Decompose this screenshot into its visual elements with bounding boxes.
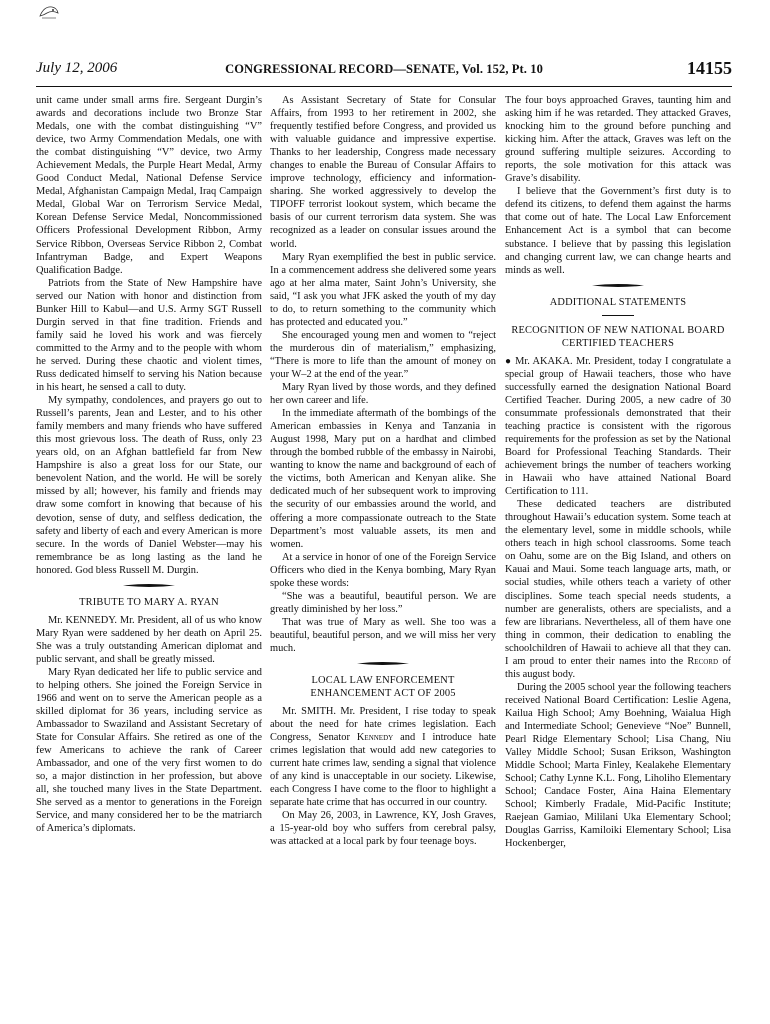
section-divider-ornament xyxy=(123,583,175,588)
paragraph: That was true of Mary as well. She too was a beautiful, beautiful person, and we will miss her very much. xyxy=(270,616,496,654)
paragraph: Mr. KENNEDY. Mr. President, all of us who know Mary Ryan were saddened by her death on April 25. She was a truly outstanding American diplomat and public servant, and shall be greatly missed. xyxy=(36,614,262,665)
paragraph: On May 26, 2003, in Lawrence, KY, Josh Graves, a 15-year-old boy who suffers from cerebral palsy, was attacked at a local park by four teenage boys. xyxy=(270,810,496,848)
section-divider-ornament xyxy=(357,661,409,666)
paragraph xyxy=(505,498,731,681)
header-title: CONGRESSIONAL RECORD—SENATE, Vol. 152, Pt. 10 xyxy=(225,62,543,76)
paragraph: During the 2005 school year the following teachers received National Board Certification: Leslie Agena, Kailua High School; Amy Boehning, Waialua High and Intermediate School; Genevieve “Noe” Bunnell, Pearl Ridge Elementary School; Lisa Chang, Niu Valley Middle School; Susan Erikson, Washington Middle School; Marta Finley, Kealakehe Elementary School; Cathy Lynne K.L. Fong, Liholiho Elementary School; Candace Foster, Aina Haina Elementary School; Kimberly Fradale, Mid-Pacific Institute; Raejean Gamiao, Mililani Uka Elementary School; Douglas Garriss, Kamiloiki Elementary School; Lisa Hockenberger, xyxy=(505,681,731,850)
record-word: Record xyxy=(687,655,719,667)
paragraph: As Assistant Secretary of State for Consular Affairs, from 1993 to her retirement in 2002, she frequently testified before Congress, and provided us with valuable guidance and impressive expertise. Thanks to her leadership, Congress made necessary changes to enable the Bureau of Consular Affairs to improve technology, efficiency and information-sharing. She worked aggressively to develop the TIPOFF terrorist lookout system, which became the basis of our current terrorism data system. She was recognized as a leader on consular issues around the world. xyxy=(270,95,496,250)
paragraph: Patriots from the State of New Hampshire have served our Nation with honor and distinction from Bunker Hill to Kabul—and U.S. Army SGT Russell Durgin served in that fine tradition. Friends and family said he loved his work and was fiercely committed to the Army and to the people with whom he served. During these chaotic and violent times, Russ dedicated himself to serving his Nation because in his heart, he sensed a call to duty. xyxy=(36,277,262,394)
paragraph: She encouraged young men and women to “reject the murderous din of materialism,” emphasizing, “There is more to life than the amount of money on your W–2 at the end of the year.” xyxy=(270,329,496,380)
paragraph: At a service in honor of one of the Foreign Service Officers who died in the Kenya bombing, Mary Ryan spoke these words: xyxy=(270,551,496,589)
column-3 xyxy=(505,94,731,850)
section-divider-ornament xyxy=(592,283,644,288)
text-run: These dedicated teachers are distributed throughout Hawaii’s education system. Some teach at the elementary level, some in middle schools, while others teach in high school classrooms. Some teach on Oahu, some are on the Big Island, and others on Kauai and Maui. Some teach language arts, math, or social studies, while others teach a variety of other disciplines. Some teach special needs students, a number are generalists, others are specialists, and a few are librarians. Nevertheless, all of them have one thing in common, their dedication to enabling the schoolchildren of Hawaii to achieve all that they can. I am proud to enter their names into the xyxy=(505,499,731,667)
page-header xyxy=(36,56,732,87)
paragraph: In the immediate aftermath of the bombings of the American embassies in Kenya and Tanzania in August 1998, Mary put on a hardhat and climbed through the bombed rubble of the embassy in Nairobi, wanting to know the name and background of each of the victims, both American and Kenyan alike. She dedicated much of her subsequent work to improving the security of our embassies around the world, and offering a more compassionate outreach to the State Department’s most valuable assets, its men and women. xyxy=(270,408,496,550)
text-run: Mr. AKAKA. Mr. President, today I congratulate a special group of Hawaii teachers, those who have successfully earned the designation National Board Certified Teacher. During 2005, a new cadre of 30 consummate professionals demonstrated that their teaching practice is consistent with the rigorous requirements for the profession as set by the National Board for Professional Teaching Standards. Their achievement brings the number of teachers working in Hawaii who have attained National Board Certification to 111. xyxy=(505,355,731,498)
section-heading: RECOGNITION OF NEW NATIONAL BOARD CERTIFIED TEACHERS xyxy=(511,324,725,349)
column-2 xyxy=(270,94,496,849)
section-heading: ADDITIONAL STATEMENTS xyxy=(549,296,687,308)
header-page-number: 14155 xyxy=(687,58,732,78)
header-date: July 12, 2006 xyxy=(36,60,118,76)
text-run: of this august body. xyxy=(505,655,731,680)
paragraph xyxy=(270,705,496,809)
paragraph: Mary Ryan dedicated her life to public service and to helping others. She joined the Foreign Service in 1966 and went on to serve the American people as a skilled diplomat for 36 years, including service as Ambassador to Swaziland and Assistant Secretary of State for Consular Affairs. She retired as one of the few Americans to achieve the rank of Career Ambassador, and one of the very first women to do so, a major distinction in her profession, but above all, she touched many lives in the State Department. She served as a mentor to generations in the Foreign Service, and many considered her to be the matriarch of America’s diplomats. xyxy=(36,666,262,835)
paragraph: unit came under small arms fire. Sergeant Durgin’s awards and decorations include two Bronze Star Medals, one with the combat distinguishing “V” device, two Army Commendation Medals, one with the combat distinguishing “V” device, two Army Achievement Medals, the Purple Heart Medal, Army Good Conduct Medal, National Defense Service Medal, Afghanistan Campaign Medal, Iraq Campaign Medal, Global War on Terrorism Service Medal, Korean Defense Service Medal, Noncommissioned Officers Professional Development Ribbon, Army Service Ribbon, Overseas Service Ribbon 2, Combat Infantryman Badge, and Expert Weapons Qualification Badge. xyxy=(36,95,262,276)
paragraph: My sympathy, condolences, and prayers go out to Russell’s parents, Jean and Lester, and to his other family members and many friends who have suffered this most grievous loss. The death of Russ, only 23 years old, on an Afghan battlefield far from New Hampshire is also a great loss for our State, our benevolent Nation, and the world. He will be sorely missed by all; however, his family and friends may draw some comfort in knowing that because of his devotion, sense of duty, and selfless dedication, the safety and liberty of each and every American is more secure. In the words of Daniel Webster—may his remembrance be as long lasting as the land he honored. God bless Russell M. Durgin. xyxy=(36,395,262,576)
paragraph: Mary Ryan lived by those words, and they defined her own career and life. xyxy=(270,382,496,407)
column-1 xyxy=(36,94,262,836)
short-rule xyxy=(602,315,634,316)
paragraph: The four boys approached Graves, taunting him and asking him if he was retarded. They attacked Graves, knocking him to the ground before punching and kicking him. After the attack, Graves was left on the ground suffering multiple seizures. According to reports, the sole motivation for this attack was Grave’s disability. xyxy=(505,95,731,185)
text-run: and I introduce hate crimes legislation that would add new categories to current hate crimes law, sending a signal that violence of any kind is unacceptable in our society. Likewise, each Congress I have come to the floor to highlight a separate hate crime that has occurred in our country. xyxy=(270,732,496,809)
senator-name: Kennedy xyxy=(356,732,394,744)
bullet-icon: ● xyxy=(505,355,512,367)
text-run: Mr. SMITH. Mr. President, I rise today to speak about the need for hate crimes legislation. Each Congress, Senator xyxy=(270,706,496,744)
paragraph xyxy=(505,355,731,499)
paragraph: Mary Ryan exemplified the best in public service. In a commencement address she delivered some years ago at her alma mater, Saint John’s University, she said, “I ask you what JFK asked the youth of my day to do, to return something to the community which has protected and educated you.” xyxy=(270,251,496,328)
gpo-seal-logo xyxy=(38,4,60,20)
section-heading: LOCAL LAW ENFORCEMENT ENHANCEMENT ACT OF 2005 xyxy=(310,675,456,700)
quote-paragraph: “She was a beautiful, beautiful person. We are greatly diminished by her loss.” xyxy=(270,590,496,615)
paragraph: I believe that the Government’s first duty is to defend its citizens, to defend them against the harms that come out of hate. The Local Law Enforcement Enhancement Act is a symbol that can become substance. I believe that by passing this legislation and changing current law, we can change hearts and minds as well. xyxy=(505,186,731,276)
section-heading: TRIBUTE TO MARY A. RYAN xyxy=(79,596,219,608)
